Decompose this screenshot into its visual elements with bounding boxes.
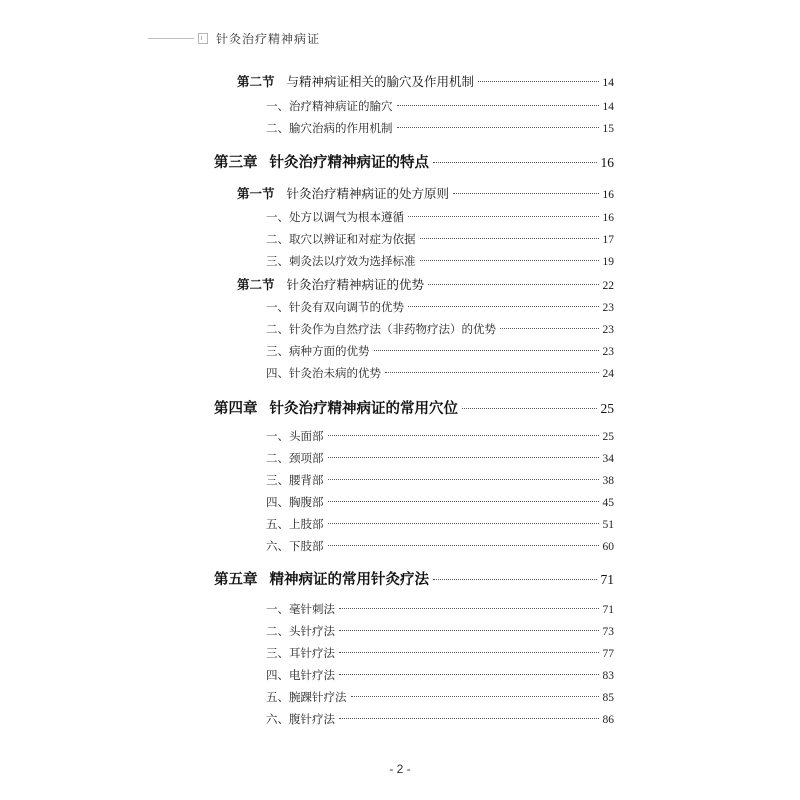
page-ref: 51	[602, 519, 614, 531]
dot-leader	[339, 652, 599, 653]
page-number: - 2 -	[389, 762, 411, 776]
toc-item[interactable]	[266, 321, 614, 337]
item-title: 二、颈项部	[266, 451, 324, 465]
page-ref: 71	[602, 604, 614, 616]
chapter-title: 精神病证的常用针灸疗法	[269, 571, 429, 588]
page-ref: 22	[602, 280, 614, 292]
page-ref: 19	[602, 256, 614, 268]
chapter-number: 第四章	[214, 400, 258, 417]
item-title: 一、毫针刺法	[266, 602, 335, 616]
toc-item[interactable]	[266, 494, 614, 510]
item-title: 三、腰背部	[266, 473, 324, 487]
toc-section[interactable]	[237, 275, 614, 293]
toc-item[interactable]	[266, 689, 614, 705]
toc-section[interactable]	[237, 184, 614, 202]
section-number: 第一节	[237, 186, 275, 201]
page-ref: 77	[602, 648, 614, 660]
dot-leader	[339, 630, 599, 631]
page-ref: 45	[602, 497, 614, 509]
dot-leader	[478, 81, 598, 82]
dot-leader	[339, 674, 599, 675]
dot-leader	[328, 435, 599, 436]
page-ref: 73	[602, 626, 614, 638]
dot-leader	[462, 408, 597, 409]
dot-leader	[328, 479, 599, 480]
toc-item[interactable]	[266, 645, 614, 661]
toc-item[interactable]	[266, 450, 614, 466]
toc-item[interactable]	[266, 601, 614, 617]
page-ref: 34	[602, 453, 614, 465]
toc-item[interactable]	[266, 209, 614, 225]
item-title: 二、取穴以辨证和对症为依据	[266, 232, 416, 246]
item-title: 三、耳针疗法	[266, 646, 335, 660]
page-ref: 38	[602, 475, 614, 487]
dot-leader	[433, 579, 597, 580]
toc-item[interactable]	[266, 428, 614, 444]
page-ref: 71	[600, 572, 614, 587]
item-title: 一、头面部	[266, 429, 324, 443]
section-title: 针灸治疗精神病证的处方原则	[286, 186, 450, 201]
toc-item[interactable]	[266, 231, 614, 247]
toc-item[interactable]	[266, 623, 614, 639]
page-ref: 25	[602, 431, 614, 443]
toc-item[interactable]	[266, 365, 614, 381]
toc-item[interactable]	[266, 538, 614, 554]
toc-item[interactable]	[266, 472, 614, 488]
item-title: 五、腕踝针疗法	[266, 690, 347, 704]
item-title: 四、针灸治未病的优势	[266, 366, 381, 380]
page-ref: 14	[602, 101, 614, 113]
header-title: 针灸治疗精神病证	[216, 32, 321, 46]
page-ref: 23	[602, 302, 614, 314]
page-ref: 15	[602, 123, 614, 135]
dot-leader	[328, 501, 599, 502]
toc-chapter[interactable]	[214, 151, 614, 172]
toc-item[interactable]	[266, 299, 614, 315]
dot-leader	[453, 193, 598, 194]
dot-leader	[408, 306, 599, 307]
toc-item[interactable]	[266, 120, 614, 136]
dot-leader	[339, 718, 599, 719]
toc-chapter[interactable]	[214, 568, 614, 589]
item-title: 六、下肢部	[266, 539, 324, 553]
dot-leader	[339, 608, 599, 609]
section-number: 第二节	[237, 74, 275, 89]
page-ref: 14	[602, 77, 614, 89]
chapter-title: 针灸治疗精神病证的常用穴位	[269, 400, 458, 417]
page-ref: 83	[602, 670, 614, 682]
toc-item[interactable]	[266, 253, 614, 269]
item-title: 一、治疗精神病证的腧穴	[266, 99, 393, 113]
page-ref: 17	[602, 234, 614, 246]
page-ref: 16	[600, 155, 614, 170]
page-ref: 16	[602, 212, 614, 224]
dot-leader	[397, 127, 599, 128]
item-title: 二、头针疗法	[266, 624, 335, 638]
dot-leader	[428, 284, 598, 285]
page-ref: 60	[602, 541, 614, 553]
section-number: 第二节	[237, 277, 275, 292]
item-title: 四、胸腹部	[266, 495, 324, 509]
dot-leader	[328, 457, 599, 458]
dot-leader	[500, 328, 599, 329]
section-title: 与精神病证相关的腧穴及作用机制	[286, 74, 475, 89]
dot-leader	[397, 105, 599, 106]
item-title: 二、针灸作为自然疗法（非药物疗法）的优势	[266, 322, 496, 336]
dot-leader	[408, 216, 599, 217]
page-ref: 25	[600, 401, 614, 416]
page-ref: 85	[602, 692, 614, 704]
item-title: 六、腹针疗法	[266, 712, 335, 726]
dot-leader	[328, 545, 599, 546]
page-ref: 24	[602, 368, 614, 380]
item-title: 四、电针疗法	[266, 668, 335, 682]
chapter-number: 第五章	[214, 571, 258, 588]
item-title: 三、刺灸法以疗效为选择标准	[266, 254, 416, 268]
toc-item[interactable]	[266, 516, 614, 532]
page-ref: 86	[602, 714, 614, 726]
toc-item[interactable]	[266, 711, 614, 727]
dot-leader	[433, 162, 597, 163]
chapter-title: 针灸治疗精神病证的特点	[269, 154, 429, 171]
dot-leader	[328, 523, 599, 524]
dot-leader	[374, 350, 599, 351]
page-ref: 23	[602, 346, 614, 358]
section-title: 针灸治疗精神病证的优势	[286, 277, 425, 292]
item-title: 三、病种方面的优势	[266, 344, 370, 358]
toc-section[interactable]	[237, 72, 614, 90]
toc-chapter[interactable]	[214, 397, 614, 418]
dot-leader	[385, 372, 599, 373]
item-title: 一、处方以调气为根本遵循	[266, 210, 404, 224]
chapter-number: 第三章	[214, 154, 258, 171]
page-ref: 23	[602, 324, 614, 336]
toc-item[interactable]	[266, 343, 614, 359]
item-title: 二、腧穴治病的作用机制	[266, 121, 393, 135]
dot-leader	[351, 696, 599, 697]
toc-item[interactable]	[266, 667, 614, 683]
dot-leader	[420, 260, 599, 261]
item-title: 一、针灸有双向调节的优势	[266, 300, 404, 314]
item-title: 五、上肢部	[266, 517, 324, 531]
page-ref: 16	[602, 189, 614, 201]
toc-item[interactable]	[266, 98, 614, 114]
dot-leader	[420, 238, 599, 239]
